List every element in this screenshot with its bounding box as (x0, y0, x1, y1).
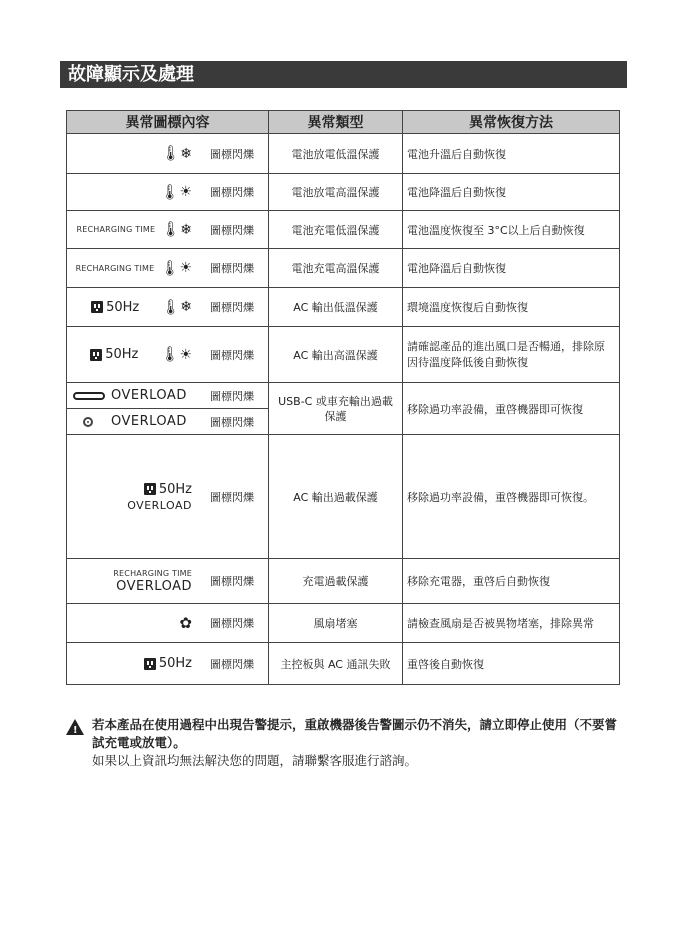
icon-cell (67, 174, 269, 211)
fault-table (66, 110, 620, 685)
icon-cell (67, 643, 269, 685)
flash-label: 圖標閃爍 (210, 262, 254, 275)
fault-type: USB-C 或車充輸出過載保護 (269, 383, 403, 435)
icon-cell (67, 327, 269, 383)
fault-type: AC 輸出過載保護 (269, 435, 403, 559)
recovery-method: 環境溫度恢復后自動恢復 (403, 288, 620, 327)
fan-icon: ✿ (179, 614, 192, 632)
recovery-method: 移除過功率設備，重啓機器即可恢復。 (403, 435, 620, 559)
ac-hz-indicator (91, 300, 139, 315)
icon-cell (67, 134, 269, 174)
icon-cell (67, 409, 269, 435)
table-row (67, 288, 620, 327)
recovery-method: 電池溫度恢復至 3°C以上后自動恢復 (403, 211, 620, 249)
warning-icon: ! (66, 719, 84, 735)
fault-type: 風扇堵塞 (269, 604, 403, 643)
ac-outlet-icon (144, 658, 156, 670)
fault-type: 電池放電高溫保護 (269, 174, 403, 211)
ac-outlet-icon (91, 301, 103, 313)
recovery-method: 請確認產品的進出風口是否暢通，排除原因待溫度降低後自動恢復 (403, 327, 620, 383)
icon-cell (67, 559, 269, 604)
overload-label: OVERLOAD (127, 498, 192, 512)
car-port-icon (83, 417, 93, 427)
thermometer-hot-icon: 🌡 ☀ (160, 182, 192, 201)
table-row (67, 604, 620, 643)
flash-label: 圖標閃爍 (210, 415, 254, 429)
ac-outlet-icon (90, 349, 102, 361)
thermometer-cold-icon: 🌡 ❄ (161, 144, 192, 162)
flash-label: 圖標閃爍 (210, 575, 254, 588)
recovery-method: 重啓後自動恢復 (403, 643, 620, 685)
icon-cell (67, 288, 269, 327)
notice-block (66, 716, 626, 770)
table-row (67, 559, 620, 604)
hz-label: 50Hz (158, 656, 192, 671)
table-header-row (67, 111, 620, 134)
table-row (67, 249, 620, 288)
thermometer-cold-icon: 🌡 ❄ (161, 297, 192, 316)
flash-label: 圖標閃爍 (210, 657, 254, 671)
header-fault-type: 異常類型 (269, 111, 403, 134)
thermometer-cold-icon: 🌡 ❄ (161, 220, 192, 238)
fault-type: 充電過載保護 (269, 559, 403, 604)
recovery-method: 移除充電器，重啓后自動恢復 (403, 559, 620, 604)
table-row (67, 134, 620, 174)
recovery-method: 移除過功率設備，重啓機器即可恢復 (403, 383, 620, 435)
icon-cell (67, 249, 269, 288)
fault-type: 主控板與 AC 通訊失敗 (269, 643, 403, 685)
header-icon-content: 異常圖標內容 (67, 111, 269, 134)
fault-type: AC 輸出高溫保護 (269, 327, 403, 383)
flash-label: 圖標閃爍 (210, 490, 254, 504)
icon-cell (67, 211, 269, 249)
ac-hz-indicator (144, 656, 192, 671)
flash-label: 圖標閃爍 (210, 186, 254, 199)
ac-hz-indicator (90, 347, 138, 362)
table-row (67, 174, 620, 211)
hz-label: 50Hz (105, 347, 139, 362)
table-row (67, 435, 620, 559)
table-row (67, 327, 620, 383)
fault-type: 電池放電低溫保護 (269, 134, 403, 174)
hz-label: 50Hz (106, 299, 140, 315)
usb-c-port-icon (73, 392, 105, 400)
recovery-method: 電池升溫后自動恢復 (403, 134, 620, 174)
table-row (67, 643, 620, 685)
overload-label: OVERLOAD (116, 578, 192, 594)
thermometer-hot-icon: 🌡 ☀ (160, 345, 192, 363)
thermometer-hot-icon: 🌡 ☀ (160, 258, 192, 277)
flash-label: 圖標閃爍 (210, 301, 254, 314)
flash-label: 圖標閃爍 (210, 223, 254, 237)
recovery-method: 請檢查風扇是否被異物堵塞，排除異常 (403, 604, 620, 643)
fault-type: AC 輸出低溫保護 (269, 288, 403, 327)
flash-label: 圖標閃爍 (210, 389, 254, 403)
hz-label: 50Hz (158, 481, 192, 497)
icon-cell (67, 383, 269, 409)
fault-type: 電池充電高溫保護 (269, 249, 403, 288)
table-row (67, 383, 620, 409)
ac-hz-indicator (144, 482, 192, 497)
overload-label: OVERLOAD (111, 414, 187, 429)
header-recovery: 異常恢復方法 (403, 111, 620, 134)
icon-cell (67, 604, 269, 643)
recharging-time-label: RECHARGING TIME (76, 225, 156, 234)
recovery-method: 電池降溫后自動恢復 (403, 249, 620, 288)
warning-text: 若本產品在使用過程中出現告警提示，重啟機器後告警圖示仍不消失，請立即停止使用（不要嘗試充電或放電）。 (92, 717, 618, 750)
table-row (67, 211, 620, 249)
contact-text: 如果以上資訊均無法解決您的問題，請聯繫客服進行諮詢。 (92, 753, 418, 768)
ac-outlet-icon (144, 483, 156, 495)
flash-label: 圖標閃爍 (210, 348, 254, 362)
recovery-method: 電池降溫后自動恢復 (403, 174, 620, 211)
flash-label: 圖標閃爍 (210, 147, 254, 161)
icon-cell (67, 435, 269, 559)
overload-label: OVERLOAD (111, 388, 187, 403)
fault-type: 電池充電低溫保護 (269, 211, 403, 249)
recharging-time-label: RECHARGING TIME (113, 568, 192, 578)
recharging-time-label: RECHARGING TIME (75, 263, 155, 273)
flash-label: 圖標閃爍 (210, 617, 254, 630)
section-title: 故障顯示及處理 (60, 61, 627, 88)
